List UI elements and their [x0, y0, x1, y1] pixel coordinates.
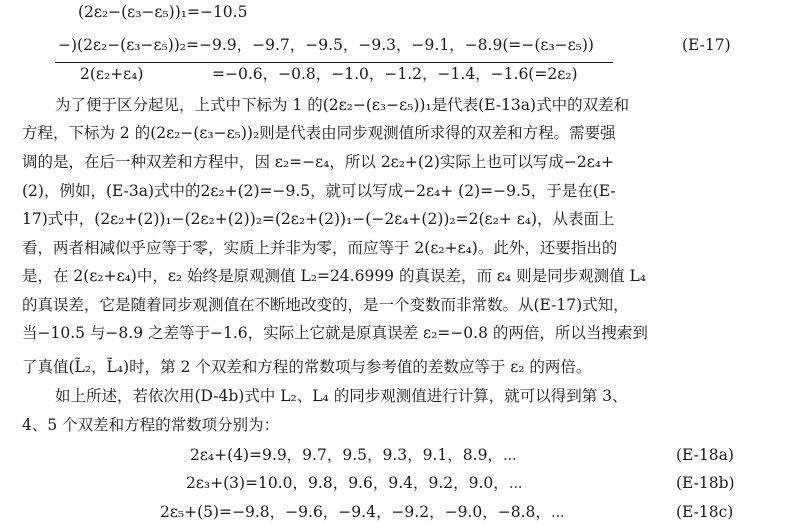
equation-row-1: (2ε₂−(ε₃−ε₅))₁=−10.5	[78, 3, 248, 21]
paragraph-1-line-9: 当−10.5 与−8.9 之差等于−1.6，实际上它就是原真误差 ε₂=−0.8 的两倍，所以当搜索到	[22, 324, 648, 342]
paragraph-1-line-7: 是，在 2(ε₂+ε₄)中，ε₂ 始终是原观测值 L₂=24.6999 的真误差，而 ε₄ 则是同步观测值 L₄	[22, 267, 647, 285]
equation-row-3-right: =−0.6，−0.8，−1.0，−1.2，−1.4，−1.6(=2ε₂)	[212, 65, 578, 83]
equation-label-e17: (E-17)	[682, 36, 731, 54]
paragraph-1-line-2: 方程，下标为 2 的(2ε₂−(ε₃−ε₅))₂则是代表由同步观测值所求得的双差和方程。需要强	[22, 124, 616, 142]
paragraph-1-line-3: 调的是，在后一种双差和方程中，因 ε₂=−ε₄，所以 2ε₂+(2)实际上也可以写成−2ε₄+	[22, 153, 614, 171]
equation-e18a: 2ε₄+(4)=9.9，9.7，9.5，9.3，9.1，8.9，⋯	[190, 446, 517, 464]
paragraph-1-line-6: 看，两者相减似乎应等于零，实质上并非为零，而应等于 2(ε₂+ε₄)。此外，还要指出的	[22, 239, 618, 257]
equation-e18b: 2ε₃+(3)=10.0，9.8，9.6，9.4，9.2，9.0，⋯	[186, 474, 523, 492]
equation-label-e18b: (E-18b)	[676, 474, 735, 492]
paragraph-1-line-8: 的真误差，它是随着同步观测值在不断地改变的，是一个变数而非常数。从(E-17)式知，	[22, 296, 629, 314]
equation-e18c: 2ε₅+(5)=−9.8，−9.6，−9.4，−9.2，−9.0，−8.8，⋯	[160, 503, 565, 521]
equation-label-e18c: (E-18c)	[676, 503, 734, 521]
paragraph-1-line-4: (2)，例如，(E-3a)式中的2ε₂+(2)=−9.5，就可以写成−2ε₄+ (2)=−9.5，于是在(E-	[22, 182, 616, 200]
paragraph-2-line-2: 4、5 个双差和方程的常数项分别为：	[22, 416, 280, 434]
equation-label-e18a: (E-18a)	[676, 446, 734, 464]
paragraph-2-line-1: 如上所述，若依次用(D-4b)式中 L₂、L₄ 的同步观测值进行计算，就可以得到第 3、	[55, 387, 628, 405]
paragraph-1-line-1: 为了便于区分起见，上式中下标为 1 的(2ε₂−(ε₃−ε₅))₁是代表(E-13a)式中的双差和	[55, 96, 630, 114]
equation-row-2: −)(2ε₂−(ε₃−ε₅))₂=−9.9，−9.7，−9.5，−9.3，−9.1，−8.9(=−(ε₃−ε₅))	[58, 36, 594, 54]
paragraph-1-line-5: 17)式中，(2ε₂+(2))₁−(2ε₂+(2))₂=(2ε₂+(2))₁−(−2ε₄+(2))₂=2(ε₂+ ε₄)，从表面上	[22, 210, 615, 228]
equation-row-3-left: 2(ε₂+ε₄)	[80, 65, 144, 83]
paragraph-1-line-10: 了真值(L̃₂，L̃₄)时，第 2 个双差和方程的常数项与参考值的差数应等于 ε₂ 的两倍。	[22, 358, 592, 376]
subtraction-line	[55, 62, 613, 63]
